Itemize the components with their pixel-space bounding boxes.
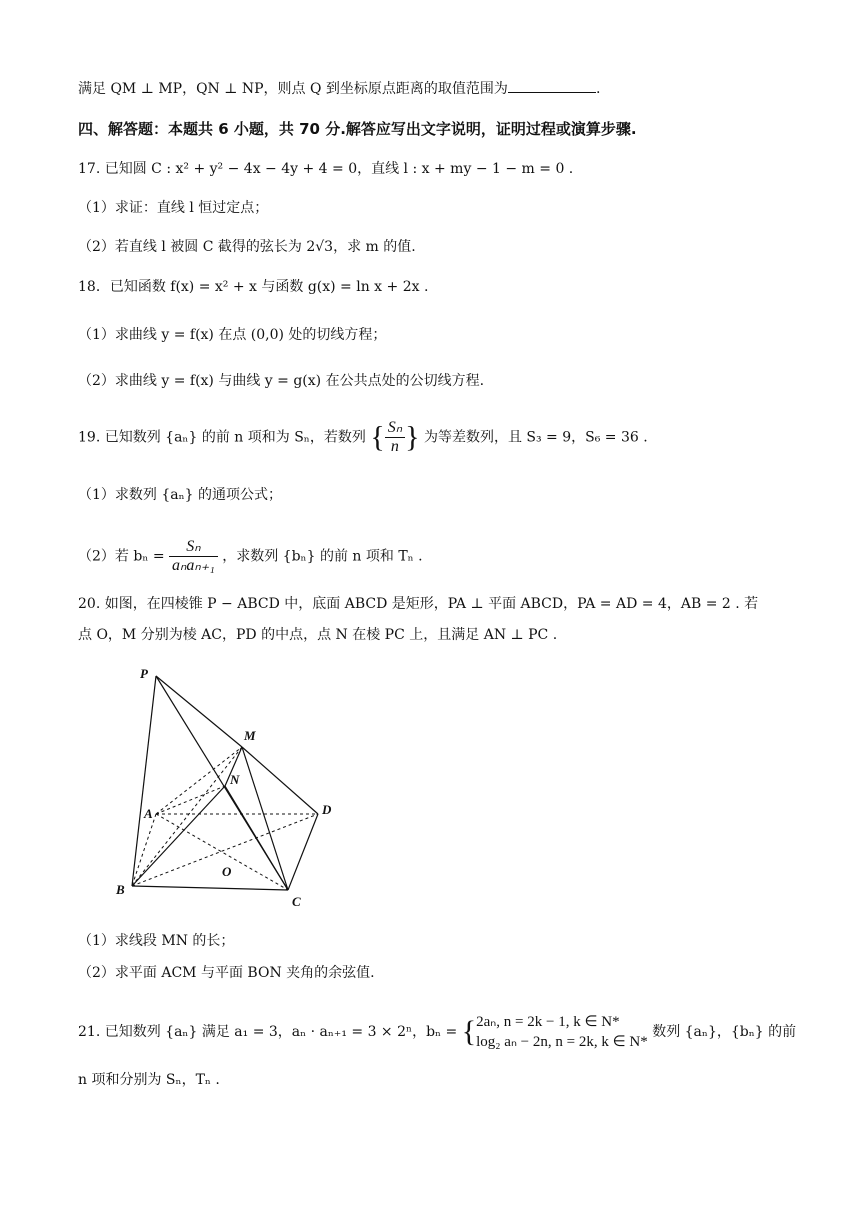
q21-cases <box>476 1012 648 1052</box>
q18-stem: 18．已知函数 f(x) = x² + x 与函数 g(x) = ln x + 2x . <box>78 279 429 295</box>
label-N: N <box>230 772 240 787</box>
q19-frac-num: Sₙ <box>385 419 405 438</box>
cases-brace: { <box>461 1015 477 1048</box>
q20-part2: （2）求平面 ACM 与平面 BON 夹角的余弦值. <box>78 965 375 981</box>
q20-part1: （1）求线段 MN 的长； <box>78 933 235 949</box>
q21-stem-cont: n 项和分别为 Sₙ，Tₙ . <box>78 1072 220 1088</box>
q21-case-2: log₂ aₙ − 2n, n = 2k, k ∈ N* <box>476 1034 648 1050</box>
q19-stem <box>78 419 648 456</box>
q20-stem: 20. 如图，在四棱锥 P − ABCD 中，底面 ABCD 是矩形，PA ⊥ 平面 ABCD，PA = AD = 4，AB = 2 . 若 <box>78 596 759 612</box>
q19-part2-a: （2）若 bₙ = <box>78 548 165 565</box>
answer-blank <box>508 78 596 93</box>
q19-part2-num: Sₙ <box>169 538 218 557</box>
section-4-heading: 四、解答题：本题共 6 小题，共 70 分.解答应写出文字说明，证明过程或演算步骤. <box>78 120 637 138</box>
q19-fraction <box>385 419 405 456</box>
q16-text: 满足 QM ⊥ MP，QN ⊥ NP，则点 Q 到坐标原点距离的取值范围为 <box>78 81 508 97</box>
q19-part2 <box>78 538 423 575</box>
label-O: O <box>222 864 232 879</box>
q17-stem: 17. 已知圆 C : x² + y² − 4x − 4y + 4 = 0，直线 l : x + my − 1 − m = 0 . <box>78 161 574 177</box>
q19-part2-den: aₙaₙ₊₁ <box>172 557 215 574</box>
q21-text-b: 数列 {aₙ}，{bₙ} 的前 <box>652 1024 797 1040</box>
label-B: B <box>116 882 125 897</box>
q17-part2: （2）若直线 l 被圆 C 截得的弦长为 2√3，求 m 的值. <box>78 239 416 255</box>
q16-end: . <box>595 81 601 97</box>
q21-stem <box>78 1012 796 1052</box>
label-D: D <box>322 802 332 817</box>
q19-part1: （1）求数列 {aₙ} 的通项公式； <box>78 487 283 503</box>
q18-part2: （2）求曲线 y = f(x) 与曲线 y = g(x) 在公共点处的公切线方程. <box>78 373 485 389</box>
q19-part2-b: ，求数列 {bₙ} 的前 n 项和 Tₙ . <box>222 548 423 565</box>
q21-text-a: 21. 已知数列 {aₙ} 满足 a₁ = 3，aₙ · aₙ₊₁ = 3 × 2ⁿ，bₙ = <box>78 1024 458 1040</box>
q18-part1: （1）求曲线 y = f(x) 在点 (0,0) 处的切线方程； <box>78 327 387 343</box>
q19-frac-den: n <box>390 438 399 455</box>
right-brace: } <box>405 420 420 454</box>
q19-text-b: 为等差数列，且 S₃ = 9，S₆ = 36 . <box>423 429 648 446</box>
label-M: M <box>244 728 256 743</box>
q21-case-1: 2aₙ, n = 2k − 1, k ∈ N* <box>476 1014 620 1030</box>
q19-text-a: 19. 已知数列 {aₙ} 的前 n 项和为 Sₙ，若数列 <box>78 429 366 446</box>
q16-tail <box>78 78 600 100</box>
q17-part1: （1）求证：直线 l 恒过定点； <box>78 200 269 216</box>
label-P: P <box>140 666 148 681</box>
left-brace: { <box>370 420 385 454</box>
pyramid-figure <box>108 662 353 917</box>
label-A: A <box>144 806 153 821</box>
q20-stem-cont: 点 O，M 分别为棱 AC，PD 的中点，点 N 在棱 PC 上，且满足 AN ⊥ PC . <box>78 627 558 643</box>
label-C: C <box>292 894 301 909</box>
q19-part2-fraction <box>169 538 218 575</box>
